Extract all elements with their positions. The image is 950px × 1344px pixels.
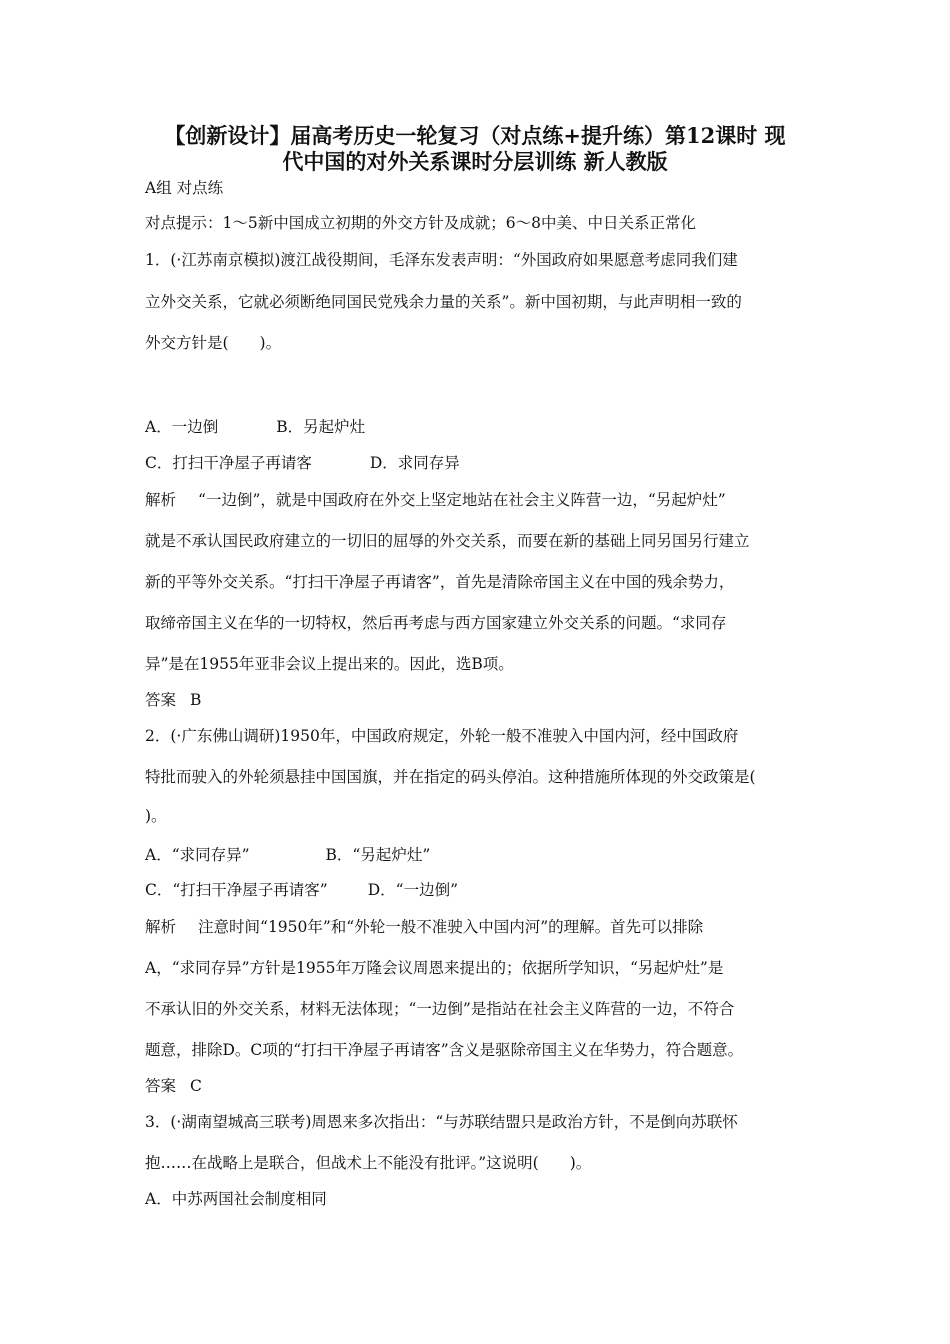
q3-stem-line-2: 抱……在战略上是联合，但战术上不能没有批评。”这说明( )。 <box>145 1154 592 1172</box>
tip-text: 对点提示：1～5新中国成立初期的外交方针及成就；6～8中美、中日关系正常化 <box>145 214 696 232</box>
q1-analysis-line-2: 就是不承认国民政府建立的一切旧的屈辱的外交关系，而要在新的基础上同另国另行建立 <box>145 532 750 550</box>
q1-answer-label: 答案 <box>145 691 177 709</box>
q1-analysis-label: 解析 <box>145 491 177 509</box>
q2-options-row-1 <box>145 845 430 865</box>
q1-options-row-2 <box>145 453 460 473</box>
q1-analysis-text-1: “一边倒”，就是中国政府在外交上坚定地站在社会主义阵营一边，“另起炉灶” <box>198 491 726 509</box>
q2-answer-line <box>145 1076 202 1096</box>
q1-analysis-line-1 <box>145 490 726 510</box>
q1-analysis-line-5: 异”是在1955年亚非会议上提出来的。因此，选B项。 <box>145 655 514 673</box>
q2-analysis-line-2: A，“求同存异”方针是1955年万隆会议周恩来提出的；依据所学知识，“另起炉灶”是 <box>145 959 724 977</box>
q2-option-a: A．“求同存异” <box>145 846 250 864</box>
q1-option-a: A．一边倒 <box>145 418 219 436</box>
q2-stem-line-1: 2．(·广东佛山调研)1950年，中国政府规定，外轮一般不准驶入中国内河，经中国政府 <box>145 727 739 745</box>
q2-analysis-line-4: 题意，排除D。C项的“打扫干净屋子再请客”含义是驱除帝国主义在华势力，符合题意。 <box>145 1041 744 1059</box>
q1-analysis-line-3: 新的平等外交关系。“打扫干净屋子再请客”，首先是清除帝国主义在中国的残余势力， <box>145 573 735 591</box>
q2-analysis-text-1: 注意时间“1950年”和“外轮一般不准驶入中国内河”的理解。首先可以排除 <box>198 918 704 936</box>
q2-stem-line-3: )。 <box>145 807 167 825</box>
q3-option-a: A．中苏两国社会制度相同 <box>145 1190 327 1208</box>
q2-option-d: D．“一边倒” <box>367 881 458 899</box>
document-title-line-1: 【创新设计】届高考历史一轮复习（对点练+提升练）第12课时 现 <box>164 123 786 148</box>
q3-stem-line-1: 3．(·湖南望城高三联考)周恩来多次指出：“与苏联结盟只是政治方针，不是倒向苏联怀 <box>145 1113 738 1131</box>
q2-analysis-label: 解析 <box>145 918 177 936</box>
q1-option-b: B．另起炉灶 <box>276 418 366 436</box>
q1-stem-line-1: 1．(·江苏南京模拟)渡江战役期间，毛泽东发表声明：“外国政府如果愿意考虑同我们建 <box>145 251 738 269</box>
q2-analysis-line-1 <box>145 917 703 937</box>
q2-stem-line-2: 特批而驶入的外轮须悬挂中国国旗，并在指定的码头停泊。这种措施所体现的外交政策是( <box>145 768 756 786</box>
q1-option-c: C．打扫干净屋子再请客 <box>145 454 312 472</box>
q2-answer-label: 答案 <box>145 1077 177 1095</box>
q1-answer-value: B <box>190 691 202 709</box>
q2-options-row-2 <box>145 880 458 900</box>
q2-option-c: C．“打扫干净屋子再请客” <box>145 881 328 899</box>
document-title-line-2: 代中国的对外关系课时分层训练 新人教版 <box>282 149 668 174</box>
q1-stem-line-3: 外交方针是( )。 <box>145 334 282 352</box>
group-heading: A组 对点练 <box>145 179 224 197</box>
q1-analysis-line-4: 取缔帝国主义在华的一切特权，然后再考虑与西方国家建立外交关系的问题。“求同存 <box>145 614 727 632</box>
q1-answer-line <box>145 690 201 710</box>
q2-answer-value: C <box>190 1077 202 1095</box>
q2-option-b: B．“另起炉灶” <box>325 846 431 864</box>
q1-option-d: D．求同存异 <box>369 454 460 472</box>
q1-stem-line-2: 立外交关系，它就必须断绝同国民党残余力量的关系”。新中国初期，与此声明相一致的 <box>145 293 742 311</box>
q1-options-row-1 <box>145 417 365 437</box>
q2-analysis-line-3: 不承认旧的外交关系，材料无法体现；“一边倒”是指站在社会主义阵营的一边，不符合 <box>145 1000 735 1018</box>
